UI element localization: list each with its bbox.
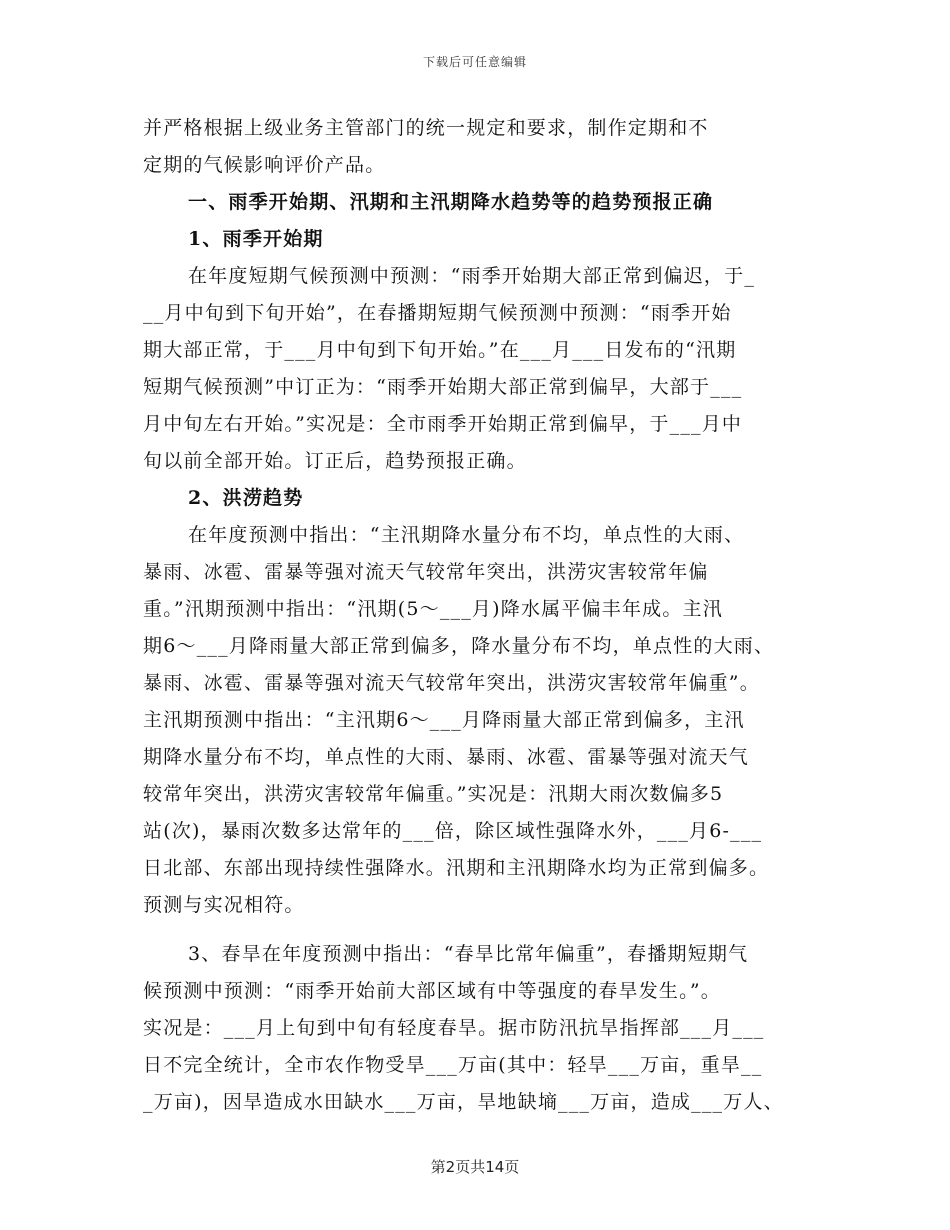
paragraph-line: 在年度短期气候预测中预测：“雨季开始期大部正常到偏迟，于_	[188, 265, 756, 287]
paragraph-line: 在年度预测中指出：“主汛期降水量分布不均，单点性的大雨、	[188, 524, 745, 546]
paragraph-spacer	[143, 924, 811, 936]
paragraph-line: 期降水量分布不均，单点性的大雨、暴雨、冰雹、雷暴等强对流天气	[143, 746, 750, 768]
paragraph-line: 日不完全统计，全市农作物受旱___万亩(其中：轻旱___万亩，重旱__	[143, 1054, 763, 1076]
subsection-heading: 1、雨季开始期	[188, 228, 324, 250]
paragraph-line: 期大部正常，于___月中旬到下旬开始。”在___月___日发布的“汛期	[143, 339, 737, 361]
paragraph-line: 候预测中预测：“雨季开始前大部区域有中等强度的春旱发生。”。	[143, 980, 721, 1002]
paragraph-line: 期6～___月降雨量大部正常到偏多，降水量分布不均，单点性的大雨、	[143, 635, 775, 657]
paragraph-line: 主汛期预测中指出：“主汛期6～___月降雨量大部正常到偏多，主汛	[143, 709, 745, 731]
paragraph-line: 日北部、东部出现持续性强降水。汛期和主汛期降水均为正常到偏多。	[143, 857, 770, 879]
page-number: 第2页共14页	[430, 1158, 520, 1176]
section-heading: 一、雨季开始期、汛期和主汛期降水趋势等的趋势预报正确	[188, 191, 714, 213]
paragraph-line: __月中旬到下旬开始”，在春播期短期气候预测中预测：“雨季开始	[143, 302, 732, 324]
paragraph-line: 实况是：___月上旬到中旬有轻度春旱。据市防汛抗旱指挥部___月___	[143, 1017, 765, 1039]
paragraph-line: 较常年突出，洪涝灾害较常年偏重。”实况是：汛期大雨次数偏多5	[143, 783, 724, 805]
paragraph-line: 暴雨、冰雹、雷暴等强对流天气较常年突出，洪涝灾害较常年偏	[143, 561, 709, 583]
paragraph-line: 月中旬左右开始。”实况是：全市雨季开始期正常到偏早，于___月中	[143, 413, 743, 435]
paragraph-line: _万亩)，因旱造成水田缺水___万亩，旱地缺墒___万亩，造成___万人、	[143, 1091, 784, 1113]
paragraph-line: 暴雨、冰雹、雷暴等强对流天气较常年突出，洪涝灾害较常年偏重”。	[143, 672, 760, 694]
paragraph-line: 旬以前全部开始。订正后，趋势预报正确。	[143, 450, 527, 472]
paragraph-line: 定期的气候影响评价产品。	[143, 154, 386, 176]
paragraph-line: 短期气候预测”中订正为：“雨季开始期大部正常到偏早，大部于___	[143, 376, 743, 398]
paragraph-line: 站(次)，暴雨次数多达常年的___倍，除区域性强降水外，___月6-___	[143, 820, 763, 842]
subsection-heading: 2、洪涝趋势	[188, 487, 304, 509]
paragraph-line: 重。”汛期预测中指出：“汛期(5～___月)降水属平偏丰年成。主汛	[143, 598, 723, 620]
paragraph-line: 3、春旱在年度预测中指出：“春旱比常年偏重”，春播期短期气	[188, 943, 749, 965]
paragraph-line: 并严格根据上级业务主管部门的统一规定和要求，制作定期和不	[143, 117, 709, 139]
document-body	[143, 110, 811, 1121]
paragraph-line: 预测与实况相符。	[143, 894, 305, 916]
page-header: 下载后可任意编辑	[422, 55, 527, 69]
